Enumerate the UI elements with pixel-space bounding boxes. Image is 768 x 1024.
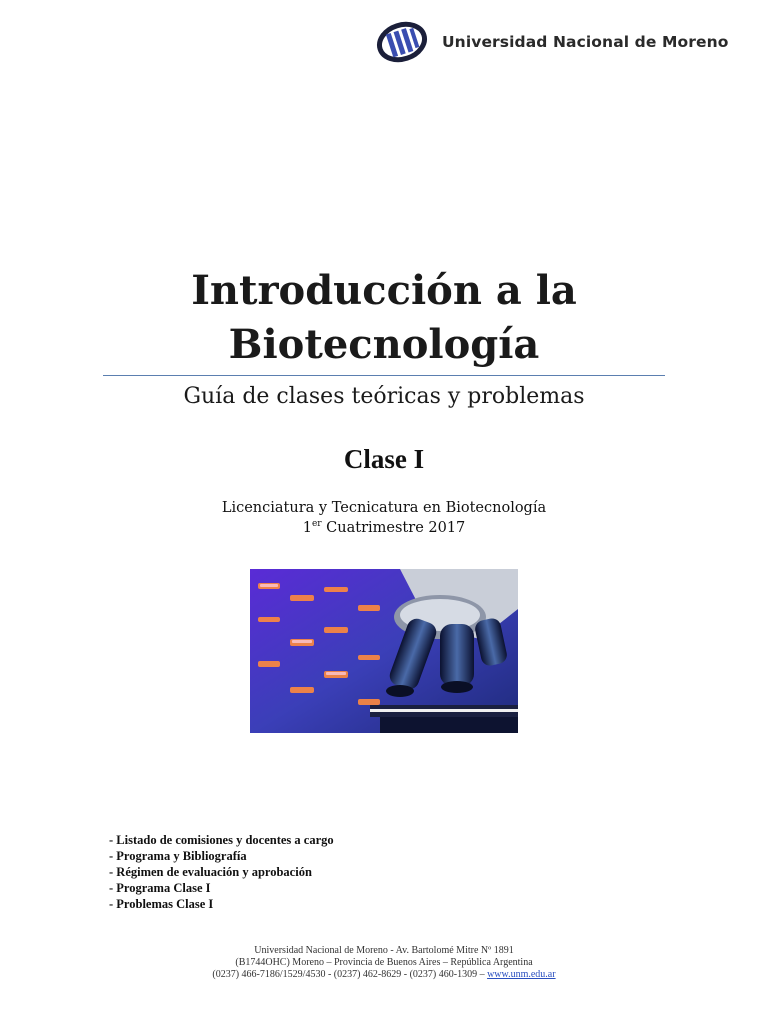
- footer-contact: [0, 969, 768, 981]
- list-item: - Listado de comisiones y docentes a cargo: [109, 832, 334, 848]
- list-item: - Programa y Bibliografía: [109, 848, 334, 864]
- program-info: [0, 498, 768, 538]
- title-line-1: Introducción a la: [191, 267, 577, 314]
- term-superscript: er: [311, 519, 322, 530]
- contents-list: [109, 832, 334, 912]
- title-line-2: Biotecnología: [228, 321, 540, 368]
- header: [376, 16, 728, 68]
- class-heading: Clase I: [343, 444, 425, 474]
- footer-phones: (0237) 466-7186/1529/4530 - (0237) 462-8629 - (0237) 460-1309 –: [212, 969, 488, 980]
- term: [0, 518, 768, 538]
- footer-location: (B1744OHC) Moreno – Provincia de Buenos Aires – República Argentina: [235, 957, 533, 968]
- list-item: - Problemas Clase I: [109, 896, 334, 912]
- document-subtitle: Guía de clases teóricas y problemas: [183, 384, 585, 409]
- term-rest: Cuatrimestre 2017: [321, 520, 466, 536]
- university-name: Universidad Nacional de Moreno: [442, 33, 729, 51]
- term-number: 1: [302, 520, 312, 536]
- list-item: - Régimen de evaluación y aprobación: [109, 864, 334, 880]
- footer-address: Universidad Nacional de Moreno - Av. Bartolomé Mitre Nº 1891: [254, 945, 514, 956]
- list-item: - Programa Clase I: [109, 880, 334, 896]
- program-name: Licenciatura y Tecnicatura en Biotecnología: [221, 500, 547, 516]
- document-title: [0, 264, 768, 372]
- unm-logo-icon: [376, 16, 428, 68]
- website-link[interactable]: www.unm.edu.ar: [487, 969, 556, 980]
- title-divider: [103, 375, 665, 376]
- footer: [0, 945, 768, 981]
- microscope-photo: [250, 569, 518, 733]
